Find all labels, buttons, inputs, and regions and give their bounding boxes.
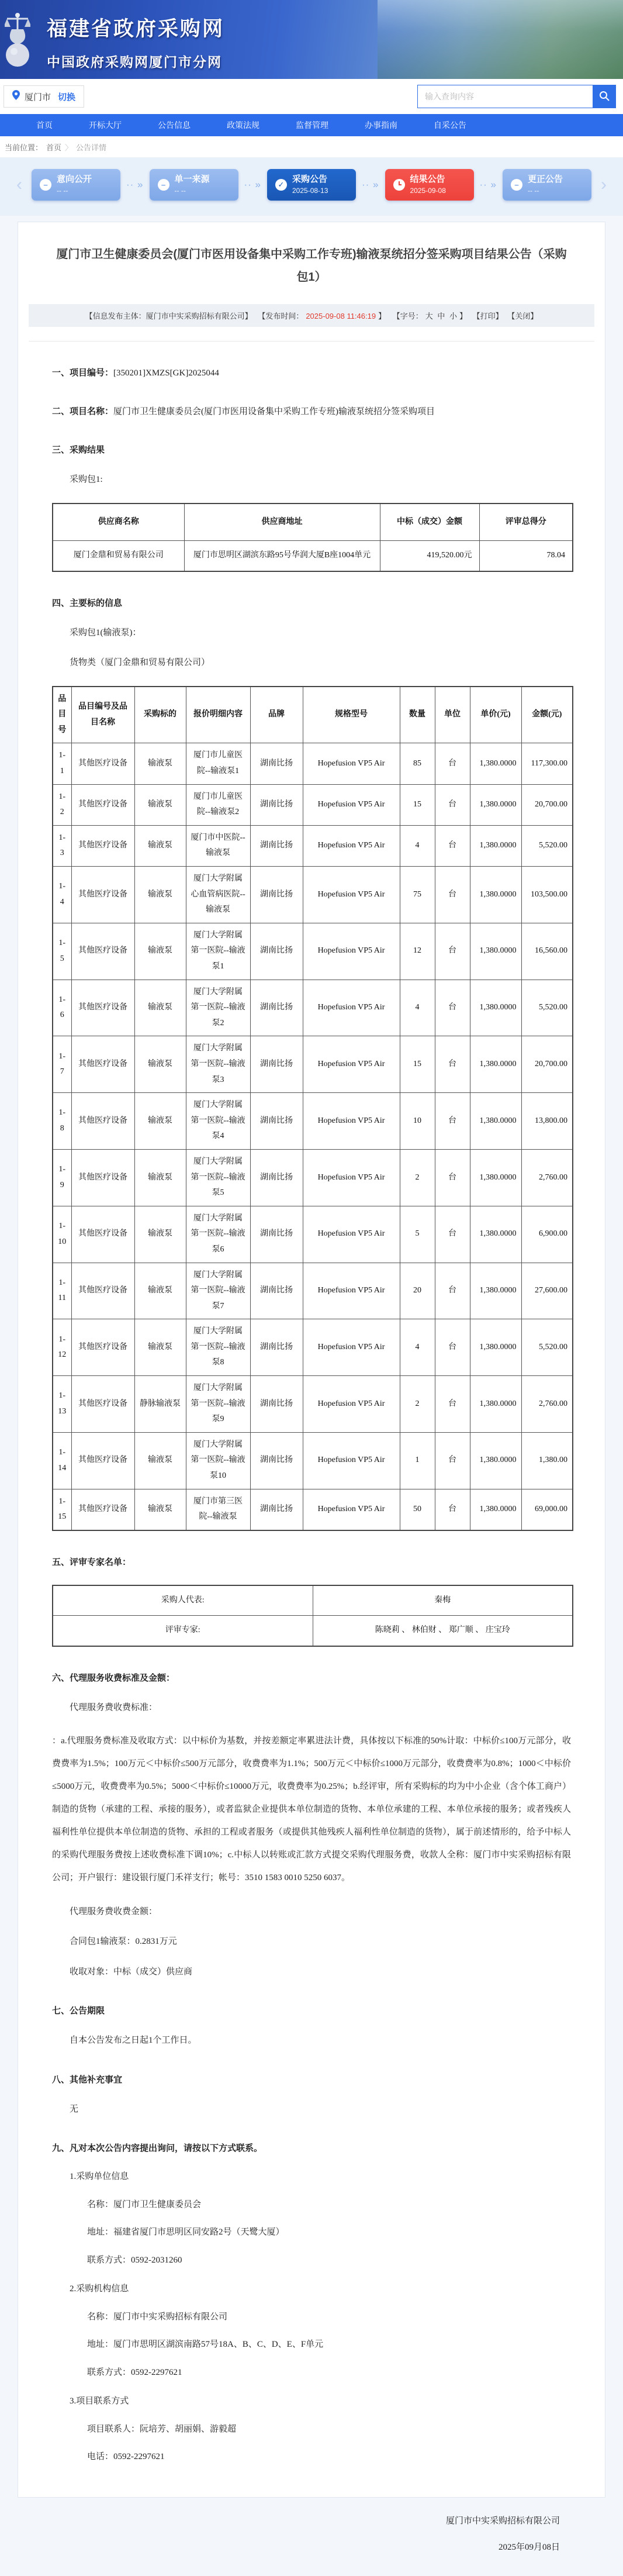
section-period-heading: 七、公告期限 [52, 2006, 105, 2016]
step-connector-icon [362, 179, 379, 191]
page-title: 厦门市卫生健康委员会(厦门市医用设备集中采购工作专班)输液泵统招分签采购项目结果公告（采购包1） [56, 248, 567, 284]
step-date: -- -- [528, 186, 539, 195]
step-connector-icon [244, 179, 262, 191]
steps-scroll-right-icon[interactable]: › [601, 175, 607, 194]
footer-date: 2025年09月08日 [498, 2542, 560, 2552]
step-label: 采购公告 [292, 174, 328, 185]
agency-fee-amount-line: 合同包1输液泵：0.2831万元 [70, 1937, 177, 1946]
nav-item[interactable]: 自采公告 [434, 120, 466, 130]
contact-group-title: 2.采购机构信息 [70, 2284, 129, 2294]
nav-item[interactable]: 监督管理 [296, 120, 328, 130]
step-procurement-notice[interactable] [267, 169, 356, 201]
step-date: -- -- [174, 186, 186, 195]
contact-line: 名称：厦门市中实采购招标有限公司 [87, 2312, 228, 2322]
announcement-card [18, 222, 605, 2498]
step-date: 2025-09-08 [410, 186, 446, 195]
contact-line: 项目联系人：阮培芳、胡丽娟、游毅超 [87, 2424, 237, 2434]
steps-scroll-left-icon[interactable]: ‹ [16, 175, 22, 194]
table-row: 评审专家: 陈晓莉 、 林伯财 、 郑广顺 、 庄宝玲 [53, 1616, 573, 1646]
step-single-source[interactable] [150, 169, 238, 201]
breadcrumb [0, 136, 623, 157]
search-input[interactable] [417, 85, 593, 108]
table-row: 1-12 其他医疗设备 输液泵 厦门大学附属第一医院--输液泵8 湖南比扬 Hopefusion VP5 Air 4 台 1,380.0000 5,520.00 [53, 1319, 573, 1376]
font-large-button[interactable]: 大 [425, 312, 433, 320]
breadcrumb-home-link[interactable]: 首页 [46, 143, 62, 152]
table-row: 1-8 其他医疗设备 输液泵 厦门大学附属第一医院--输液泵4 湖南比扬 Hopefusion VP5 Air 10 台 1,380.0000 13,800.00 [53, 1093, 573, 1150]
step-intent-publicity[interactable] [32, 169, 120, 201]
agency-fee-standard-text: ：a.代理服务费标准及收取方式：以中标价为基数，并按差额定率累进法计费，具体按以下标准的50%计取：中标价≤100万元部分，收费费率为1.5%；100万元＜中标价≤500万元部分，收费费率为1.1%；500万元＜中标价≤1000万元部分，收费费率为0.8%；1000＜中标价≤5000万元，收费费率为0.5%；5000＜中标价≤10000万元，收费费率为0.25%；b.经评审，所有采购标的均为中小企业（含个体工商户）制造的货物（承建的工程、承接的服务），或者监狱企业提供本单位制造的货物、本单位承建的工程、本单位承接的服务；或者残疾人福利性单位提供本单位制造的货物、承担的工程或者服务（或提供其他残疾人福利性单位制造的货物），属于前述情形的，给予中标人的采购代理服务费按上述收费标准下调10%；c.中标人以转账或汇款方式提交采购代理服务费，收款人全称：厦门市中实采购招标有限公司；开户银行：建设银行厦门禾祥支行；帐号：3510 1583 0010 5250 6037。 [52, 1736, 571, 1882]
minus-circle-icon [158, 179, 169, 191]
project-name-value: 厦门市卫生健康委员会(厦门市医用设备集中采购工作专班)输液泵统招分签采购项目 [113, 407, 435, 416]
publish-time: 【发布时间： 2025-09-08 11:46:19 】 [258, 312, 386, 320]
breadcrumb-current: 公告详情 [76, 143, 107, 152]
switch-city-link[interactable]: 切换 [58, 92, 76, 102]
nav-item[interactable]: 政策法规 [227, 120, 259, 130]
minus-circle-icon [511, 179, 522, 191]
site-subtitle: 中国政府采购网厦门市分网 [47, 54, 222, 70]
step-connector-icon [480, 179, 497, 191]
table-row: 1-4 其他医疗设备 输液泵 厦门大学附属心血管病医院--输液泵 湖南比扬 Hopefusion VP5 Air 75 台 1,380.0000 103,500.00 [53, 867, 573, 923]
divider [29, 341, 594, 342]
publish-time-value: 2025-09-08 11:46:19 [306, 312, 376, 320]
table-header-row: 供应商名称 供应商地址 中标（成交）金额 评审总得分 [53, 504, 573, 541]
table-row: 1-13 其他医疗设备 静脉输液泵 厦门大学附属第一医院--输液泵9 湖南比扬 Hopefusion VP5 Air 2 台 1,380.0000 2,760.00 [53, 1376, 573, 1433]
contact-line: 联系方式：0592-2297621 [87, 2367, 182, 2377]
table-row: 1-3 其他医疗设备 输液泵 厦门市中医院--输液泵 湖南比扬 Hopefusion VP5 Air 4 台 1,380.0000 5,520.00 [53, 825, 573, 866]
step-label: 意向公开 [57, 174, 92, 185]
font-size-control: 【字号： 大 中 小 】 [392, 312, 468, 320]
page-footer [18, 2498, 605, 2576]
main-nav [0, 114, 623, 136]
table-header-row: 品目号 品目编号及品目名称 采购标的 报价明细内容 品牌 规格型号 数量 单位 单价(元) 金额(元) [53, 687, 573, 743]
sub-toolbar [0, 79, 623, 114]
nav-item[interactable]: 开标大厅 [89, 120, 122, 130]
contact-line: 名称：厦门市卫生健康委员会 [87, 2199, 202, 2209]
table-row: 采购人代表: 秦梅 [53, 1585, 573, 1616]
print-button[interactable]: 【打印】 [472, 312, 503, 320]
step-correction-notice[interactable] [503, 169, 591, 201]
table-row: 1-1 其他医疗设备 输液泵 厦门市儿童医院--输液泵1 湖南比扬 Hopefusion VP5 Air 85 台 1,380.0000 117,300.00 [53, 743, 573, 784]
agency-fee-standard-label: 代理服务费收费标准： [70, 1703, 158, 1712]
font-medium-button[interactable]: 中 [437, 312, 445, 320]
nav-item[interactable]: 公告信息 [158, 120, 191, 130]
table-row: 1-10 其他医疗设备 输液泵 厦门大学附属第一医院--输液泵6 湖南比扬 Hopefusion VP5 Air 5 台 1,380.0000 6,900.00 [53, 1206, 573, 1263]
section-result-heading: 三、采购结果 [52, 445, 105, 455]
city-selector [4, 85, 84, 108]
current-city-label: 厦门市 [25, 92, 51, 102]
section-contact-heading: 九、凡对本次公告内容提出询问，请按以下方式联系。 [52, 2143, 263, 2153]
site-banner [0, 0, 623, 79]
section-supplement-heading: 八、其他补充事宜 [52, 2074, 123, 2085]
experts-table [52, 1585, 573, 1647]
table-row: 厦门金鼎和贸易有限公司 厦门市思明区湖滨东路95号华润大厦B座1004单元 419,520.00元 78.04 [53, 541, 573, 571]
step-label: 单一来源 [174, 174, 210, 185]
contact-line: 电话：0592-2297621 [87, 2452, 165, 2461]
search-button[interactable] [593, 85, 616, 108]
table-row: 1-15 其他医疗设备 输液泵 厦门市第三医院--输液泵 湖南比扬 Hopefusion VP5 Air 50 台 1,380.0000 69,000.00 [53, 1489, 573, 1530]
section-experts-heading: 五、评审专家名单： [52, 1557, 131, 1567]
breadcrumb-separator: 〉 [65, 143, 73, 152]
items-table [52, 686, 573, 1531]
contact-line: 联系方式：0592-2031260 [87, 2255, 182, 2265]
nav-item[interactable]: 办事指南 [365, 120, 397, 130]
scales-logo-icon [5, 12, 30, 71]
font-small-button[interactable]: 小 [449, 312, 458, 320]
table-row: 1-2 其他医疗设备 输液泵 厦门市儿童医院--输液泵2 湖南比扬 Hopefusion VP5 Air 15 台 1,380.0000 20,700.00 [53, 784, 573, 825]
contact-group-title: 1.采购单位信息 [70, 2172, 129, 2181]
nav-item[interactable]: 首页 [36, 120, 53, 130]
table-row: 1-14 其他医疗设备 输液泵 厦门大学附属第一医院--输液泵10 湖南比扬 Hopefusion VP5 Air 1 台 1,380.0000 1,380.00 [53, 1432, 573, 1489]
contact-line: 地址：厦门市思明区湖滨南路57号18A、B、C、D、E、F单元 [87, 2340, 324, 2349]
close-button[interactable]: 【关闭】 [507, 312, 538, 320]
search-icon [599, 91, 610, 103]
step-date: -- -- [57, 186, 68, 195]
step-label: 更正公告 [528, 174, 563, 185]
table-row: 1-6 其他医疗设备 输液泵 厦门大学附属第一医院--输液泵2 湖南比扬 Hopefusion VP5 Air 4 台 1,380.0000 5,520.00 [53, 980, 573, 1036]
section-items-heading: 四、主要标的信息 [52, 598, 123, 608]
items-package-label: 采购包1(输液泵)： [70, 627, 141, 637]
section-project-name: 二、项目名称：厦门市卫生健康委员会(厦门市医用设备集中采购工作专班)输液泵统招分签采购项目 [52, 406, 435, 416]
step-connector-icon [126, 179, 144, 191]
agency-fee-amount-label: 代理服务费收费金额： [70, 1906, 158, 1916]
footer-company: 厦门市中实采购招标有限公司 [445, 2516, 560, 2526]
section-agency-fee-heading: 六、代理服务收费标准及金额： [52, 1673, 175, 1683]
step-label: 结果公告 [410, 174, 445, 185]
breadcrumb-prefix: 当前位置： [5, 143, 43, 152]
table-row: 1-9 其他医疗设备 输液泵 厦门大学附属第一医院--输液泵5 湖南比扬 Hopefusion VP5 Air 2 台 1,380.0000 2,760.00 [53, 1149, 573, 1206]
result-package-label: 采购包1: [70, 475, 103, 484]
site-title: 福建省政府采购网 [47, 18, 225, 40]
agency-fee-payer-line: 收取对象：中标（成交）供应商 [70, 1967, 193, 1977]
clock-icon [393, 179, 405, 191]
supplement-text: 无 [70, 2104, 79, 2114]
period-text: 自本公告发布之日起1个工作日。 [70, 2036, 197, 2045]
info-bar [29, 304, 594, 327]
location-pin-icon [12, 90, 20, 103]
step-date: 2025-08-13 [292, 186, 328, 195]
search-bar [417, 85, 616, 108]
project-number-value: [350201]XMZS[GK]2025044 [113, 368, 219, 378]
contact-line: 地址：福建省厦门市思明区同安路2号（天鹭大厦） [87, 2227, 285, 2237]
check-circle-icon [275, 179, 287, 191]
table-row: 1-5 其他医疗设备 输液泵 厦门大学附属第一医院--输液泵1 湖南比扬 Hopefusion VP5 Air 12 台 1,380.0000 16,560.00 [53, 923, 573, 980]
contact-group-title: 3.项目联系方式 [70, 2396, 129, 2406]
step-result-notice[interactable] [385, 169, 474, 201]
section-project-number: 一、项目编号：[350201]XMZS[GK]2025044 [52, 368, 219, 378]
publisher-label: 【信息发布主体：厦门市中实采购招标有限公司】 [85, 312, 252, 320]
announcement-steps-band [0, 157, 623, 216]
minus-circle-icon [40, 179, 51, 191]
items-group-label: 货物类（厦门金鼎和贸易有限公司） [70, 658, 210, 668]
table-row: 1-11 其他医疗设备 输液泵 厦门大学附属第一医院--输液泵7 湖南比扬 Hopefusion VP5 Air 20 台 1,380.0000 27,600.00 [53, 1263, 573, 1319]
table-row: 1-7 其他医疗设备 输液泵 厦门大学附属第一医院--输液泵3 湖南比扬 Hopefusion VP5 Air 15 台 1,380.0000 20,700.00 [53, 1036, 573, 1093]
result-table [52, 503, 573, 572]
